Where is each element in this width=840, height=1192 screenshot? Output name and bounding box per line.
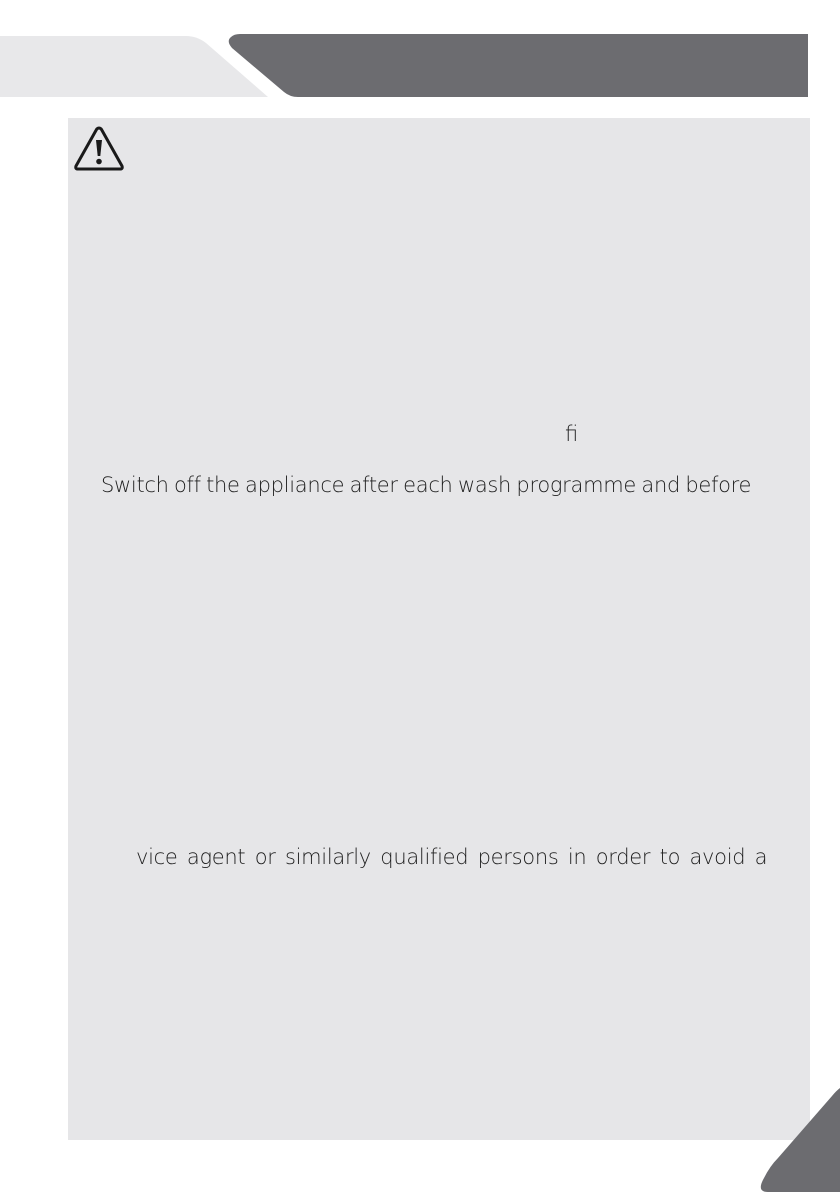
header-tab-inactive [0,36,268,97]
text-fragment-fi: ﬁ [565,422,578,446]
content-panel [68,118,810,1140]
text-line-service-agent: vice agent or similarly qualified persons in order to avoid a [136,845,768,869]
header-tabs [0,0,840,100]
text-line-switch-off: Switch off the appliance after each wash programme and before [101,473,752,497]
page-corner-shape [760,1088,840,1192]
header-tab-active [229,34,808,97]
warning-triangle-icon [72,124,126,172]
